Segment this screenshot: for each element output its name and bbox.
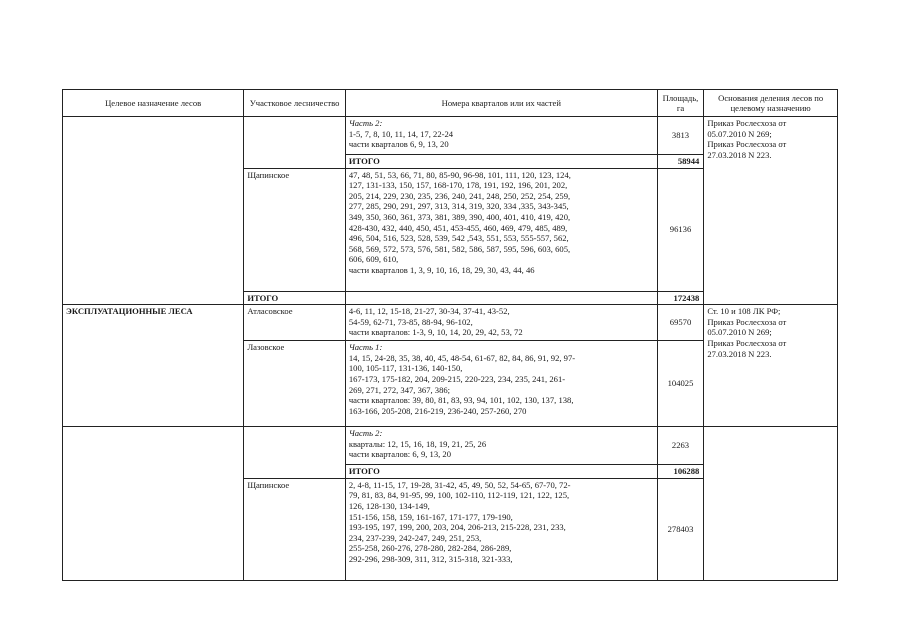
table-row <box>63 305 838 341</box>
purpose-cell: ЭКСПЛУАТАЦИОННЫЕ ЛЕСА <box>63 305 244 427</box>
quarters-cell <box>345 427 657 465</box>
purpose-cell-empty <box>63 117 244 305</box>
quarters-line: 606, 609, 610, <box>348 254 399 265</box>
quarters-line: 205, 214, 229, 230, 235, 236, 240, 241, 248, 250, 252, 254, 259, <box>348 190 571 201</box>
header-area: Площадь, га <box>657 90 704 117</box>
basis-line: Ст. 10 и 108 ЛК РФ; <box>707 306 781 317</box>
quarters-line: 54-59, 62-71, 73-85, 88-94, 96-102, <box>348 316 473 327</box>
quarters-line: 349, 350, 360, 361, 373, 381, 389, 390, 400, 401, 410, 419, 420, <box>348 211 571 222</box>
forestry-name: Щапинское <box>244 478 346 580</box>
area-cell: 3813 <box>657 117 704 155</box>
basis-line: 05.07.2010 N 269; <box>707 128 772 139</box>
basis-line: 05.07.2010 N 269; <box>707 327 772 338</box>
quarters-line: 163-166, 205-208, 216-219, 236-240, 257-260, 270 <box>348 405 527 416</box>
total-label: ИТОГО <box>345 465 657 479</box>
quarters-cell <box>345 478 657 580</box>
quarters-line: 568, 569, 572, 573, 576, 581, 582, 586, 587, 595, 596, 603, 605, <box>348 243 571 254</box>
quarters-line: 255-258, 260-276, 278-280, 282-284, 286-289, <box>348 543 512 554</box>
table-header-row <box>63 90 838 117</box>
total-value: 172438 <box>657 291 704 305</box>
quarters-line: части кварталов 1, 3, 9, 10, 16, 18, 29, 30, 43, 44, 46 <box>348 264 535 275</box>
forestry-name: Лазовское <box>244 341 346 427</box>
quarters-line: 269, 271, 272, 347, 367, 386; <box>348 384 451 395</box>
quarters-line: 151-156, 158, 159, 161-167, 171-177, 179-190, <box>348 511 513 522</box>
quarters-line: кварталы: 12, 15, 16, 18, 19, 21, 25, 26 <box>348 438 487 449</box>
basis-cell-empty <box>704 427 838 581</box>
total-label: ИТОГО <box>345 155 657 169</box>
quarters-line: части кварталов: 6, 9, 13, 20 <box>348 449 452 460</box>
area-cell: 96136 <box>657 168 704 291</box>
forestry-name: Атласовское <box>244 305 346 341</box>
part-label: Часть 2: <box>348 118 383 128</box>
total-value: 106288 <box>657 465 704 479</box>
basis-cell <box>704 305 838 427</box>
quarters-cell <box>345 117 657 155</box>
quarters-line: 126, 128-130, 134-149, <box>348 500 430 511</box>
part-label: Часть 2: <box>348 428 383 439</box>
basis-cell <box>704 117 838 305</box>
header-forestry: Участковое лесничество <box>244 90 346 117</box>
quarters-cell <box>345 168 657 291</box>
quarters-line: 193-195, 197, 199, 200, 203, 204, 206-213, 215-228, 231, 233, <box>348 522 566 533</box>
forest-purpose-table <box>62 89 838 581</box>
part-label: Часть 1: <box>348 342 383 353</box>
quarters-line: 79, 81, 83, 84, 91-95, 99, 100, 102-110, 112-119, 121, 122, 125, <box>348 490 570 501</box>
quarters-line: 127, 131-133, 150, 157, 168-170, 178, 191, 192, 196, 201, 202, <box>348 180 568 191</box>
basis-line: 27.03.2018 N 223. <box>707 348 772 359</box>
header-purpose: Целевое назначение лесов <box>63 90 244 117</box>
area-cell: 69570 <box>657 305 704 341</box>
table-row <box>63 427 838 465</box>
quarters-line: 292-296, 298-309, 311, 312, 315-318, 321-333, <box>348 553 513 564</box>
total-value: 58944 <box>657 155 704 169</box>
quarters-line: 47, 48, 51, 53, 66, 71, 80, 85-90, 96-98, 101, 111, 120, 123, 124, <box>348 169 571 180</box>
quarters-line: 100, 105-117, 131-136, 140-150, <box>348 363 463 374</box>
quarters-line: 2, 4-8, 11-15, 17, 19-28, 31-42, 45, 49, 50, 52, 54-65, 67-70, 72- <box>348 479 571 490</box>
header-quarters: Номера кварталов или их частей <box>345 90 657 117</box>
forestry-cell-empty <box>244 117 346 169</box>
quarters-line: 167-173, 175-182, 204, 209-215, 220-223, 234, 235, 241, 261- <box>348 373 566 384</box>
quarters-line: части кварталов: 1-3, 9, 10, 14, 20, 29, 42, 53, 72 <box>348 327 523 338</box>
quarters-line: 4-6, 11, 12, 15-18, 21-27, 30-34, 37-41, 43-52, <box>348 306 510 317</box>
basis-line: 27.03.2018 N 223. <box>707 149 772 160</box>
total-label: ИТОГО <box>244 291 346 305</box>
quarters-cell-empty <box>345 291 657 305</box>
quarters-cell <box>345 341 657 427</box>
table-row <box>63 117 838 155</box>
basis-line: Приказ Рослесхоза от <box>707 337 787 348</box>
header-basis: Основания деления лесов по целевому назначению <box>704 90 838 117</box>
quarters-line: 14, 15, 24-28, 35, 38, 40, 45, 48-54, 61-67, 82, 84, 86, 91, 92, 97- <box>348 352 576 363</box>
basis-line: Приказ Рослесхоза от <box>707 316 787 327</box>
quarters-cell <box>345 305 657 341</box>
area-cell: 278403 <box>657 478 704 580</box>
quarters-line: части кварталов: 39, 80, 81, 83, 93, 94, 101, 102, 130, 137, 138, <box>348 395 574 406</box>
quarters-line: 277, 285, 290, 291, 297, 313, 314, 319, 320, 334 ,335, 343-345, <box>348 201 569 212</box>
quarters-line: 1-5, 7, 8, 10, 11, 14, 17, 22-24 <box>348 128 454 139</box>
quarters-line: части кварталов 6, 9, 13, 20 <box>348 139 449 150</box>
basis-line: Приказ Рослесхоза от <box>707 139 787 150</box>
quarters-line: 496, 504, 516, 523, 528, 539, 542 ,543, 551, 553, 555-557, 562, <box>348 233 569 244</box>
forestry-name: Щапинское <box>244 168 346 291</box>
basis-line: Приказ Рослесхоза от <box>707 118 787 128</box>
quarters-line: 428-430, 432, 440, 450, 451, 453-455, 460, 469, 479, 485, 489, <box>348 222 568 233</box>
quarters-line: 234, 237-239, 242-247, 249, 251, 253, <box>348 532 482 543</box>
forestry-cell-empty <box>244 427 346 479</box>
area-cell: 104025 <box>657 341 704 427</box>
area-cell: 2263 <box>657 427 704 465</box>
purpose-cell-empty <box>63 427 244 581</box>
